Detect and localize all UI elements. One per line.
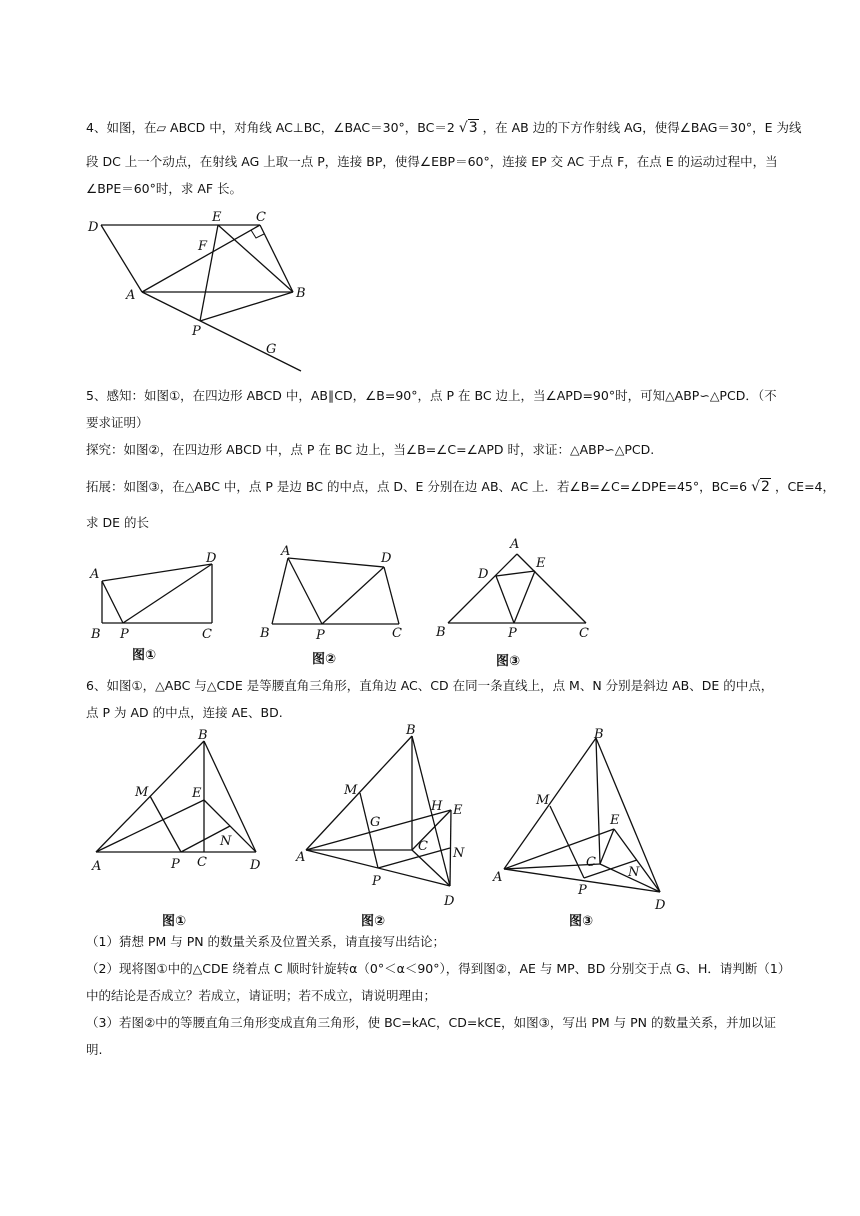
p5-figure-3 xyxy=(430,536,600,646)
sqrt-3: √3 xyxy=(458,120,478,136)
p5-line-4a: 拓展：如图③，在△ABC 中，点 P 是边 BC 的中点，点 D、E 分别在边 AB、AC 上．若∠B=∠C=∠DPE=45°，BC=6 xyxy=(86,479,748,494)
p5-line-5: 求 DE 的长 xyxy=(86,515,149,530)
svg-text:D: D xyxy=(250,858,261,873)
p6-question-2a: （2）现将图①中的△CDE 绕着点 C 顺时针旋转α（0°＜α＜90°），得到图②，AE 与 MP、BD 分别交于点 G、H．请判断（1） xyxy=(86,961,791,976)
svg-text:B: B xyxy=(296,286,306,301)
p5-figure-1 xyxy=(86,548,226,643)
svg-text:P: P xyxy=(578,883,587,898)
p5-line-4b: ，CE=4， xyxy=(774,479,835,494)
svg-text:P: P xyxy=(372,874,381,889)
svg-text:C: C xyxy=(418,839,428,854)
p6-caption-2: 图② xyxy=(361,914,386,929)
p6-question-1: （1）猜想 PM 与 PN 的数量关系及位置关系，请直接写出结论； xyxy=(86,934,446,949)
svg-text:D: D xyxy=(206,551,217,566)
p4-figure xyxy=(80,205,320,380)
p6-caption-3: 图③ xyxy=(569,914,594,929)
p6-line-1: 6、如图①，△ABC 与△CDE 是等腰直角三角形，直角边 AC、CD 在同一条直线上，点 M、N 分别是斜边 AB、DE 的中点， xyxy=(86,678,774,693)
svg-text:E: E xyxy=(536,556,546,571)
svg-text:D: D xyxy=(444,894,455,909)
svg-text:N: N xyxy=(220,834,232,849)
p5-line-1: 5、感知：如图①，在四边形 ABCD 中，AB∥CD，∠B=90°，点 P 在 BC 边上，当∠APD=90°时，可知△ABP∽△PCD．（不 xyxy=(86,388,777,403)
p4-line-2: 段 DC 上一个动点，在射线 AG 上取一点 P，连接 BP，使得∠EBP＝60°，连接 EP 交 AC 于点 F，在点 E 的运动过程中，当 xyxy=(86,154,778,169)
svg-text:C: C xyxy=(579,626,589,641)
svg-text:A: A xyxy=(281,544,291,559)
svg-text:H: H xyxy=(431,799,443,814)
svg-text:A: A xyxy=(510,537,520,552)
svg-text:E: E xyxy=(212,210,222,225)
svg-text:B: B xyxy=(594,727,604,742)
svg-text:G: G xyxy=(370,815,381,830)
svg-text:C: C xyxy=(197,855,207,870)
svg-text:N: N xyxy=(453,846,465,861)
svg-text:N: N xyxy=(628,865,640,880)
svg-text:M: M xyxy=(344,783,358,798)
svg-text:B: B xyxy=(406,723,416,738)
svg-text:M: M xyxy=(536,793,550,808)
svg-text:P: P xyxy=(171,857,180,872)
svg-text:P: P xyxy=(508,626,517,641)
svg-text:D: D xyxy=(88,220,99,235)
svg-text:E: E xyxy=(610,813,620,828)
svg-text:A: A xyxy=(126,288,136,303)
svg-text:C: C xyxy=(392,626,402,641)
p6-figure-2 xyxy=(290,723,480,911)
p4-line-3: ∠BPE＝60°时，求 AF 长。 xyxy=(86,181,243,196)
p4-line-1 xyxy=(86,119,802,137)
p6-figure-1 xyxy=(86,726,276,876)
svg-text:P: P xyxy=(192,324,201,339)
svg-text:C: C xyxy=(202,627,212,642)
svg-text:P: P xyxy=(316,628,325,643)
svg-text:E: E xyxy=(192,786,202,801)
p5-line-2: 要求证明） xyxy=(86,415,149,430)
svg-text:P: P xyxy=(120,627,129,642)
p6-question-3b: 明. xyxy=(86,1042,103,1057)
p5-caption-1: 图① xyxy=(132,648,157,663)
svg-text:B: B xyxy=(198,728,208,743)
p6-question-2b: 中的结论是否成立？若成立，请证明；若不成立，请说明理由； xyxy=(86,988,437,1003)
p6-caption-1: 图① xyxy=(162,914,187,929)
p4-line-1b: ，在 AB 边的下方作射线 AG，使得∠BAG＝30°，E 为线 xyxy=(482,120,802,135)
svg-text:D: D xyxy=(655,898,666,913)
p5-caption-2: 图② xyxy=(312,652,337,667)
sqrt-2: √2 xyxy=(751,479,770,495)
svg-text:F: F xyxy=(198,239,208,254)
p5-line-3: 探究：如图②，在四边形 ABCD 中，点 P 在 BC 边上，当∠B=∠C=∠APD 时，求证：△ABP∽△PCD. xyxy=(86,442,655,457)
svg-text:A: A xyxy=(296,850,306,865)
p5-line-4 xyxy=(86,478,835,496)
p6-figure-3 xyxy=(490,726,680,911)
svg-text:M: M xyxy=(135,785,149,800)
p6-line-2: 点 P 为 AD 的中点，连接 AE、BD. xyxy=(86,705,283,720)
svg-text:D: D xyxy=(381,551,392,566)
svg-text:G: G xyxy=(266,342,277,357)
p4-line-1a: 4、如图，在▱ ABCD 中，对角线 AC⊥BC，∠BAC＝30°，BC＝2 xyxy=(86,120,455,135)
p5-caption-3: 图③ xyxy=(496,654,521,669)
svg-text:A: A xyxy=(493,870,503,885)
p6-question-3a: （3）若图②中的等腰直角三角形变成直角三角形，使 BC=kAC，CD=kCE，如图③，写出 PM 与 PN 的数量关系，并加以证 xyxy=(86,1015,776,1030)
svg-text:E: E xyxy=(453,803,463,818)
svg-text:A: A xyxy=(92,859,102,874)
svg-text:D: D xyxy=(478,567,489,582)
svg-text:A: A xyxy=(90,567,100,582)
svg-text:B: B xyxy=(91,627,101,642)
svg-text:B: B xyxy=(260,626,270,641)
p5-figure-2 xyxy=(256,540,416,645)
svg-text:C: C xyxy=(586,855,596,870)
svg-text:B: B xyxy=(436,625,446,640)
svg-text:C: C xyxy=(256,210,266,225)
